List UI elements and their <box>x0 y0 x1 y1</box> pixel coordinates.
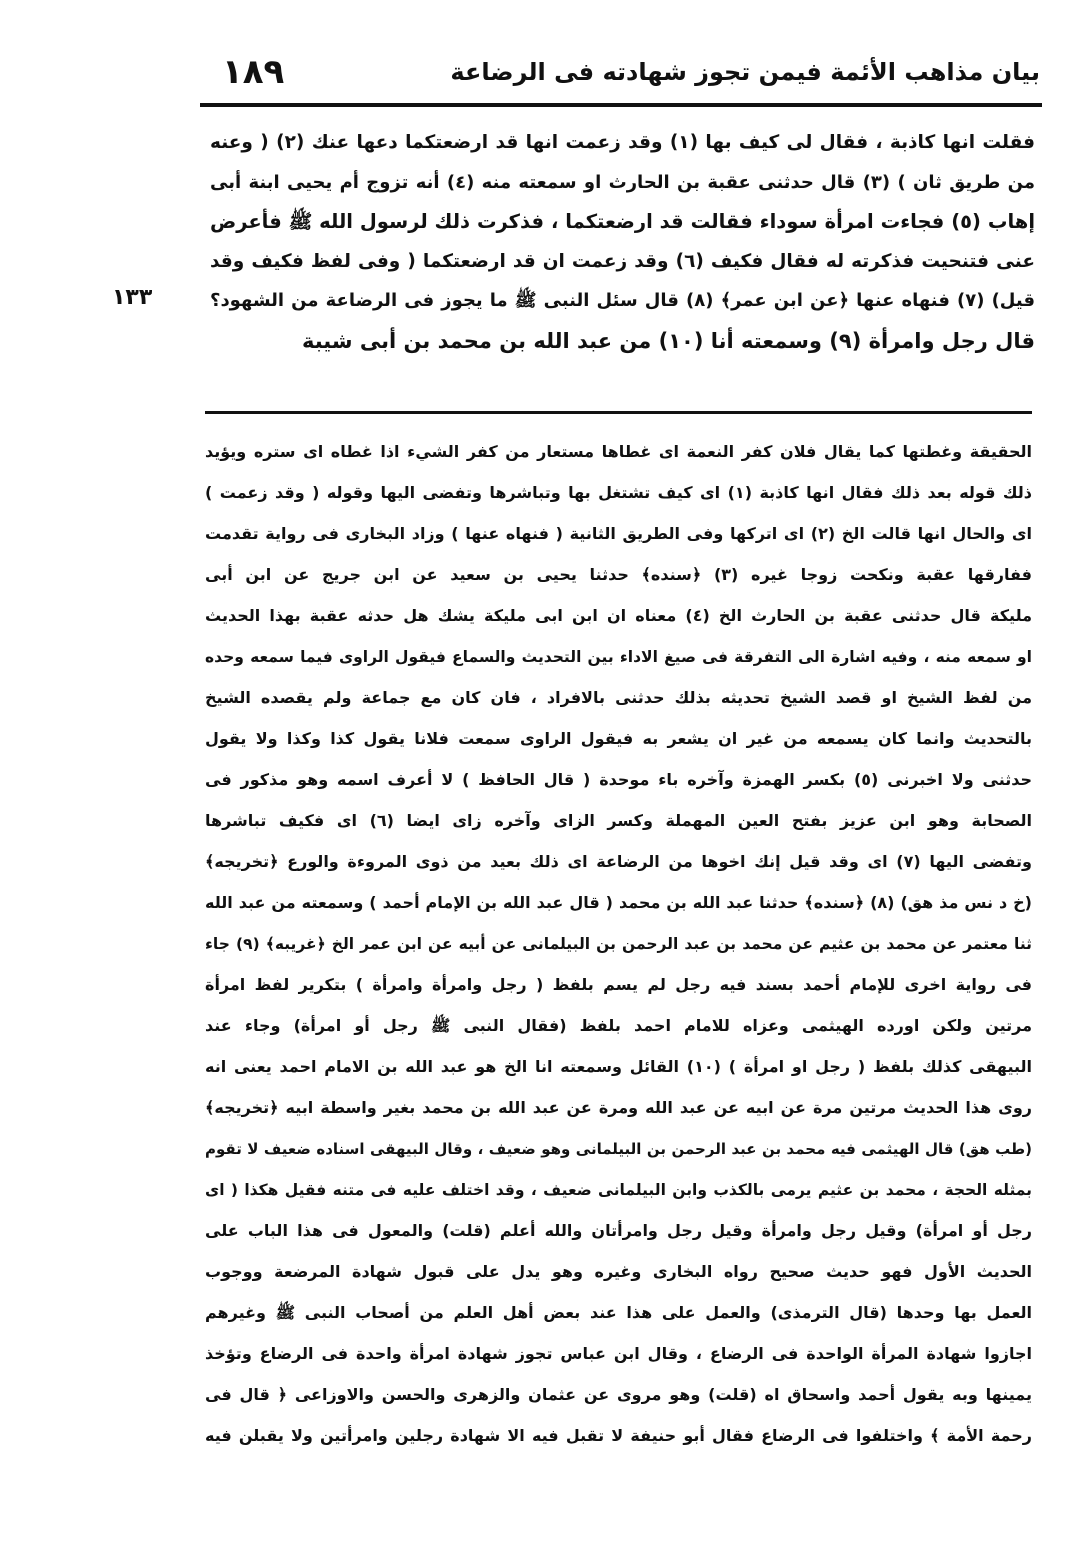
footnote-line: يمينها وبه يقول أحمد واسحاق اه (قلت) وهو مروى عن عثمان والزهرى والحسن والاوزاعى ﴿ قال فى <box>205 1385 1032 1404</box>
main-text-line: إهاب (٥) فجاءت امرأة سوداء فقالت قد ارضعتكما ، فذكرت ذلك لرسول الله ﷺ فأعرض <box>210 210 1035 233</box>
footnote-line: بالتحديث وانما كان يسمعه من غير ان يشعر به فيقول الراوى سمعت فلانا يقول كذا وكذا ولا يقول <box>205 729 1032 748</box>
margin-hadith-number: ١٣٣ <box>112 285 153 310</box>
footnote-line: ذلك قوله بعد ذلك فقال انها كاذبة (١) اى كيف تشتغل بها وتباشرها وتفضى اليها وقوله ( وقد زعمت ) <box>205 483 1033 502</box>
footnote-line: اى والحال انها قالت الخ (٢) اى اتركها وفى الطريق الثانية ( فنهاه عنها ) وزاد البخارى فى رواية تقدمت <box>205 524 1033 543</box>
footnote-line: حدثنى ولا اخبرنى (٥) بكسر الهمزة وآخره باء موحدة ( قال الحافظ ) لا أعرف اسمه وهو مذكور فى <box>205 770 1033 789</box>
footnote-line: مليكة قال حدثنى عقبة بن الحارث الخ (٤) معناه ان ابن ابى مليكة يشك هل حدثه عقبة بهذا الحديث <box>205 606 1033 625</box>
footnote-line: البيهقى كذلك بلفظ ( رجل او امرأة ) (١٠) القائل وسمعته انا الخ هو عبد الله بن الامام احمد يعنى انه <box>205 1057 1033 1076</box>
footnote-line: فى رواية اخرى للإمام أحمد بسند فيه رجل لم يسم بلفظ ( رجل وامرأة وامرأة ) بتكرير لفظ امرأة <box>205 975 1032 994</box>
footnote-line: العمل بها وحدها (قال الترمذى) والعمل على هذا عند بعض أهل العلم من أصحاب النبى ﷺ وغيرهم <box>205 1303 1032 1322</box>
footnote-line: روى هذا الحديث مرتين مرة عن ابيه عن عبد الله ومرة عن عبد الله بن محمد بغير واسطة ابيه ﴿تخريجه﴾ <box>205 1098 1032 1117</box>
footnote-line: رحمة الأمة ﴾ واختلفوا فى الرضاع فقال أبو حنيفة لا تقبل فيه الا شهادة رجلين وامرأتين ولا يقبلن فيه <box>205 1426 1032 1445</box>
footnote-line: او سمعه منه ، وفيه اشارة الى التفرقة فى صيغ الاداء بين التحديث والسماع فيقول الراوى فيما سمعه وحده <box>205 648 1032 666</box>
main-text-line: من طريق ثان ) (٣) قال حدثنى عقبة بن الحارث او سمعته منه (٤) أنه تزوج أم يحيى ابنة أبى <box>210 171 1035 193</box>
main-text-line: قال رجل وامرأة (٩) وسمعته أنا (١٠) من عبد الله بن محمد بن أبى شيبة <box>302 328 1035 353</box>
main-text-line: قيل) (٧) فنهاه عنها ﴿عن ابن عمر﴾ (٨) قال سئل النبى ﷺ ما يجوز فى الرضاعة من الشهود؟ <box>210 290 1035 311</box>
main-text-line: عنى فتنحيت فذكرته له فقال فكيف (٦) وقد زعمت ان قد ارضعتكما ( وفى لفظ فكيف وقد <box>210 250 1035 272</box>
footnote-line: (طب هق) قال الهيثمى فيه محمد بن عبد الرحمن بن البيلمانى وهو ضعيف ، وقال البيهقى اسناده ضعيف لا تقوم <box>205 1140 1032 1158</box>
footnote-line: وتفضى اليها (٧) اى وقد قيل إنك اخوها من الرضاعة اى ذلك بعيد من ذوى المروءة والورع ﴿تخريجه﴾ <box>205 852 1033 871</box>
header-rule <box>200 103 1042 107</box>
footnote-line: (خ د نس مذ هق) (٨) ﴿سنده﴾ حدثنا عبد الله بن محمد ( قال عبد الله بن الإمام أحمد ) وسمعته من عبد الله <box>205 893 1032 912</box>
footnote-line: اجازوا شهادة المرأة الواحدة فى الرضاع ، وقال ابن عباس تجوز شهادة امرأة واحدة فى الرضاع وتؤخذ <box>205 1344 1032 1363</box>
footnote-line: بمثله الحجة ، محمد بن عثيم يرمى بالكذب وابن البيلمانى ضعيف ، وقد اختلف عليه فى متنه فقيل هكذا ( اى <box>205 1181 1032 1199</box>
main-text-line: فقلت انها كاذبة ، فقال لى كيف بها (١) وقد زعمت انها قد ارضعتكما دعها عنك (٢) ( وعنه <box>210 132 1035 153</box>
footnote-separator <box>205 411 1032 414</box>
footnote-line: مرتين ولكن اورده الهيثمى وعزاه للامام احمد بلفظ (فقال النبى ﷺ رجل أو امرأة) وجاء عند <box>205 1016 1032 1035</box>
page-number: ١٨٩ <box>222 52 285 92</box>
footnote-line: الحديث الأول فهو حديث صحيح رواه البخارى وغيره وهو يدل على قبول شهادة المرضعة ووجوب <box>205 1262 1032 1281</box>
footnote-line: ثنا معتمر عن محمد بن عثيم عن محمد بن عبد الرحمن بن البيلمانى عن أبيه عن ابن عمر الخ ﴿غريبه﴾ (٩) جاء <box>205 935 1032 953</box>
footnote-line: من لفظ الشيخ او قصد الشيخ تحديثه بذلك حدثنى بالافراد ، فان كان مع جماعة ولم يقصده الشيخ <box>205 688 1032 707</box>
header-title: بيان مذاهب الأئمة فيمن تجوز شهادته فى الرضاعة <box>450 58 1040 86</box>
footnote-line: الحقيقة وغطتها كما يقال فلان كفر النعمة اى غطاها مستعار من كفر الشيء اذا غطاه اى ستره ويؤيد <box>205 442 1032 461</box>
footnote-line: رجل أو امرأة) وقيل رجل وامرأة وقيل رجل وامرأتان والله أعلم (قلت) والمعول فى هذا الباب على <box>205 1221 1032 1240</box>
footnote-line: الصحابة وهو ابن عزيز بفتح العين المهملة وكسر الزاى وآخره زاى ايضا (٦) اى فكيف تباشرها <box>205 811 1033 830</box>
footnote-line: ففارقها عقبة ونكحت زوجا غيره (٣) ﴿سنده﴾ حدثنا يحيى بن سعيد عن ابن جريج عن ابن أبى <box>205 565 1033 584</box>
